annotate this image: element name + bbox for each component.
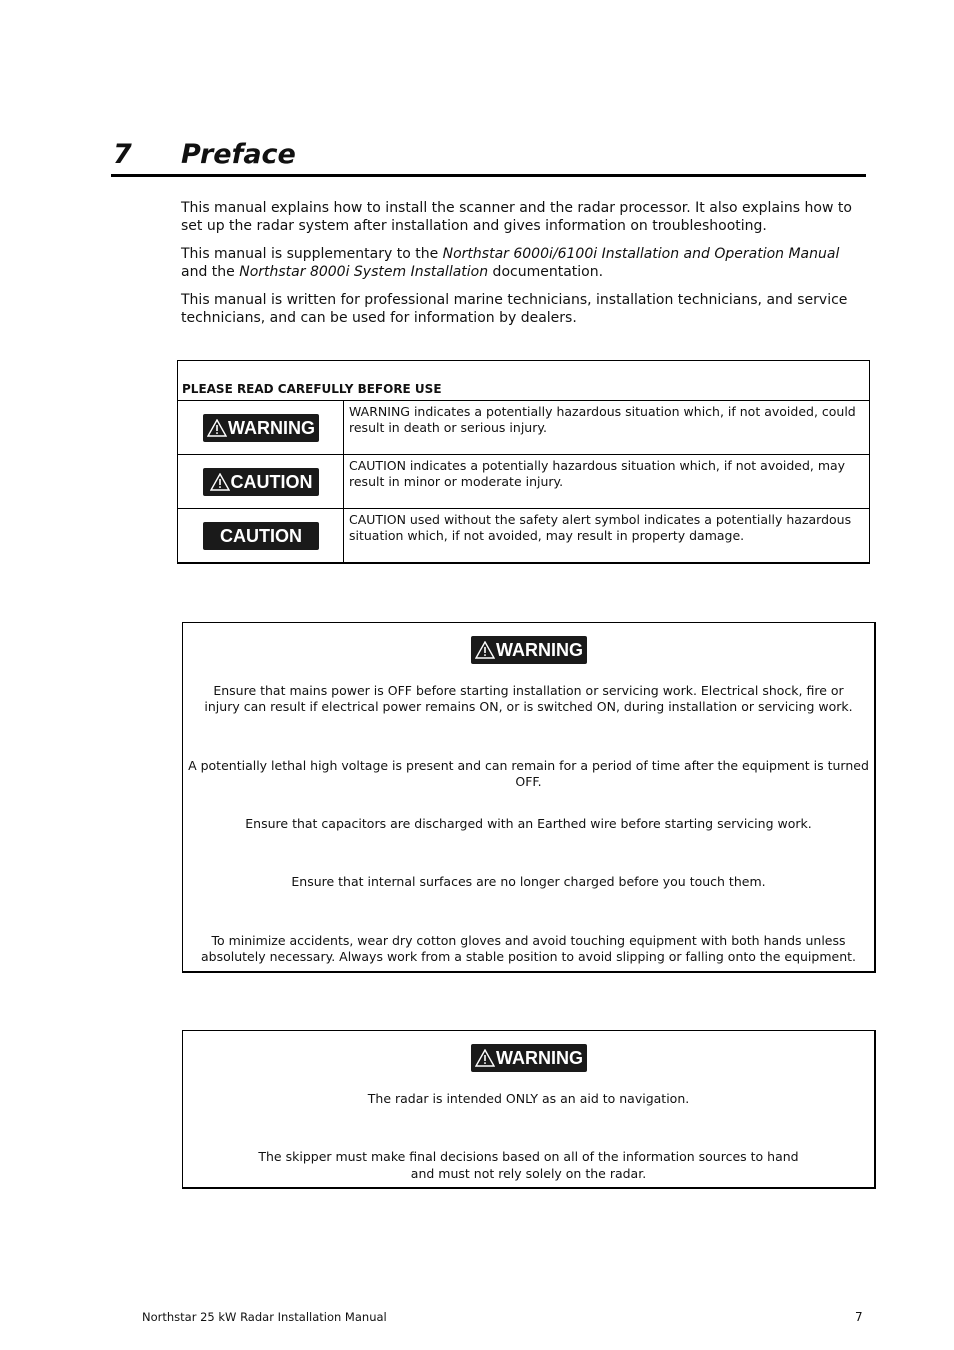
section-title: Preface	[181, 139, 296, 170]
warning-item-skipper-decisions: The skipper must make final decisions based on all of the information sources to hand	[258, 1149, 799, 1164]
warning-sign	[203, 414, 319, 442]
safety-legend-table	[177, 360, 870, 564]
section-number: 7	[113, 139, 132, 170]
legend-sign-cell	[178, 455, 344, 508]
legend-header-text: PLEASE READ CAREFULLY BEFORE USE	[182, 382, 442, 396]
caution-sign-plain	[203, 522, 319, 550]
warning-item-high-voltage: A potentially lethal high voltage is present and can remain for a period of time after the equipment is turned OFF.	[188, 758, 869, 789]
intro-paragraph-1: This manual explains how to install the scanner and the radar processor. It also explains how to set up the radar system after installation and gives information on troubleshooting.	[181, 200, 852, 234]
sign-label: CAUTION	[230, 472, 313, 492]
sign-label: CAUTION	[220, 526, 302, 546]
alert-triangle-icon	[210, 473, 230, 491]
caution-sign	[203, 468, 319, 496]
warning-sign	[471, 1044, 587, 1072]
alert-triangle-icon	[207, 419, 227, 437]
intro-paragraph-2-end: documentation.	[488, 264, 604, 280]
manual-reference-8000i: Northstar 8000i System Installation	[239, 264, 489, 280]
legend-row-warning	[178, 401, 869, 455]
warning-item-gloves: To minimize accidents, wear dry cotton gloves and avoid touching equipment with both hands unless absolutely necessary. Always work from a stable position to avoid slipping or falling onto the equipment.	[201, 933, 856, 964]
manual-reference-6000i: Northstar 6000i/6100i Installation and Operation Manual	[442, 246, 840, 262]
legend-row-caution-no-symbol	[178, 509, 869, 562]
intro-paragraph-2	[181, 245, 867, 281]
intro-paragraph-2-text: This manual is supplementary to the	[181, 246, 443, 262]
warning-item-capacitors: Ensure that capacitors are discharged with an Earthed wire before starting servicing work.	[245, 816, 812, 831]
section-heading	[111, 138, 866, 177]
warning-item-surfaces: Ensure that internal surfaces are no longer charged before you touch them.	[291, 874, 766, 889]
intro-paragraph-3: This manual is written for professional marine technicians, installation technicians, and service technicians, and can be used for information by dealers.	[181, 292, 848, 326]
warning-item-navigation-aid: The radar is intended ONLY as an aid to navigation.	[367, 1091, 690, 1106]
footer-manual-title: Northstar 25 kW Radar Installation Manual	[142, 1310, 387, 1324]
warning-item-mains-power: Ensure that mains power is OFF before starting installation or servicing work. Electrical shock, fire or injury can result if electrical power remains ON, or is switched ON, during installation or servicing work.	[204, 683, 853, 714]
intro-paragraph-2-connector: and the	[181, 264, 240, 280]
warning-box-navigation	[182, 1030, 876, 1189]
legend-sign-cell	[178, 401, 344, 454]
legend-description: CAUTION used without the safety alert symbol indicates a potentially hazardous situation which, if not avoided, may result in property damage.	[349, 512, 852, 543]
legend-header	[178, 361, 869, 401]
footer-page-number: 7	[855, 1310, 863, 1324]
legend-description: CAUTION indicates a potentially hazardous situation which, if not avoided, may result in minor or moderate injury.	[349, 458, 846, 489]
sign-label: WARNING	[496, 640, 583, 660]
legend-description: WARNING indicates a potentially hazardous situation which, if not avoided, could result in death or serious injury.	[349, 404, 856, 435]
intro-text	[181, 199, 867, 337]
warning-sign	[471, 636, 587, 664]
sign-label: WARNING	[496, 1048, 583, 1068]
warning-box-electrical	[182, 622, 876, 973]
legend-sign-cell	[178, 509, 344, 562]
legend-row-caution	[178, 455, 869, 509]
warning-item-skipper-decisions-cont: and must not rely solely on the radar.	[410, 1166, 647, 1181]
alert-triangle-icon	[475, 1049, 495, 1067]
sign-label: WARNING	[228, 418, 315, 438]
alert-triangle-icon	[475, 641, 495, 659]
